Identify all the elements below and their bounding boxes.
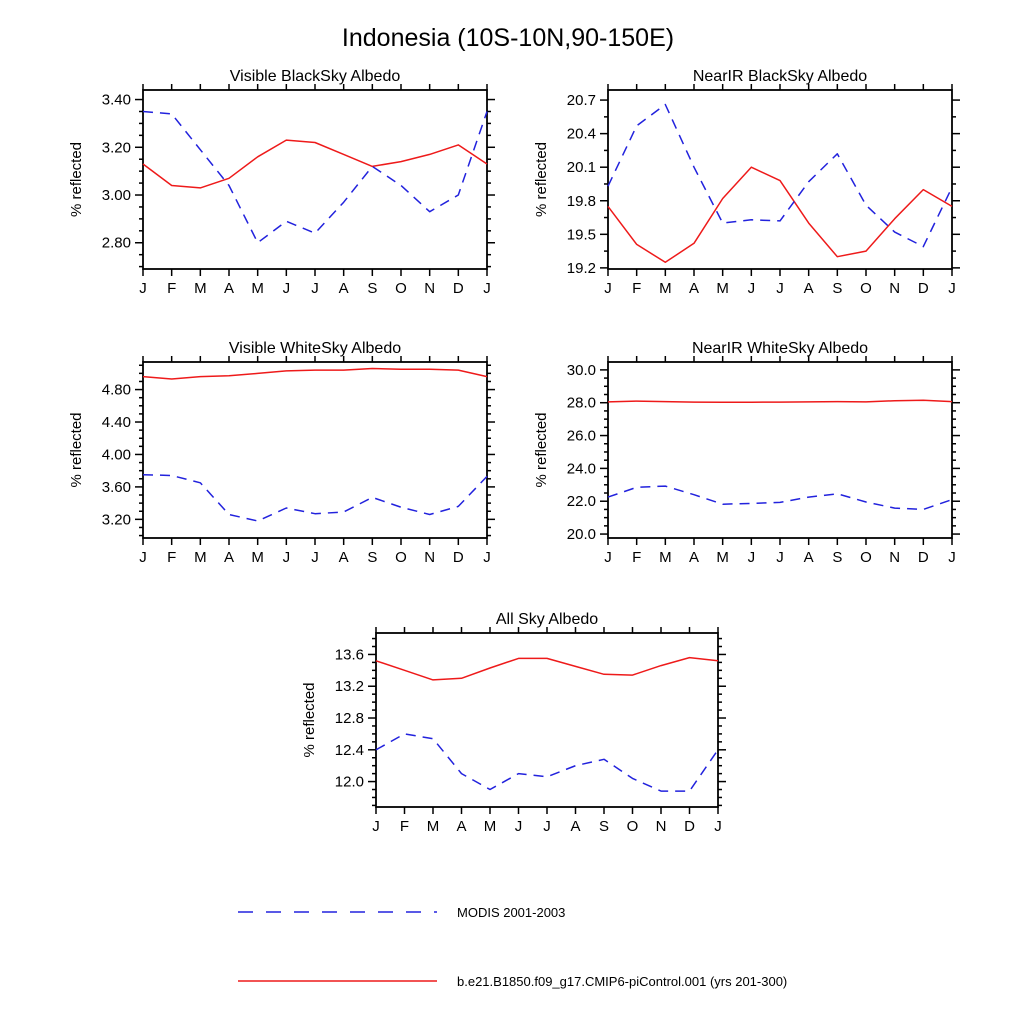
month-label: J — [311, 280, 319, 297]
y-tick-label: 12.4 — [334, 741, 364, 759]
legend — [238, 905, 787, 989]
y-tick-label: 3.00 — [101, 187, 131, 205]
month-label: J — [282, 549, 291, 566]
chart-title: Visible WhiteSky Albedo — [228, 340, 402, 357]
modis-series-line — [143, 475, 487, 521]
model-series-line — [143, 369, 487, 380]
month-label: J — [948, 549, 956, 566]
y-tick-label: 12.8 — [334, 710, 364, 728]
month-label: M — [251, 549, 264, 566]
month-label: S — [598, 818, 610, 835]
month-label: M — [426, 818, 440, 835]
month-label: D — [684, 818, 695, 835]
y-tick-label: 13.2 — [334, 678, 364, 696]
y-tick-label: 24.0 — [566, 460, 596, 478]
y-tick-label: 20.0 — [566, 526, 596, 544]
month-label: S — [832, 549, 843, 566]
month-label: J — [948, 280, 956, 297]
month-label: J — [139, 549, 147, 566]
model-legend-label: b.e21.B1850.f09_g17.CMIP6-piControl.001 (yrs 201-300) — [457, 974, 788, 989]
y-tick-label: 26.0 — [566, 427, 596, 445]
month-label: S — [367, 280, 378, 297]
month-label: M — [716, 280, 729, 297]
month-label: J — [139, 280, 147, 297]
month-label: M — [659, 280, 672, 297]
month-label: F — [632, 549, 642, 566]
y-tick-label: 19.2 — [566, 259, 596, 277]
month-label: J — [747, 549, 756, 566]
month-label: M — [483, 818, 497, 835]
y-tick-label: 3.40 — [101, 91, 131, 109]
chart-title: NearIR WhiteSky Albedo — [691, 340, 869, 357]
y-tick-label: 20.7 — [566, 92, 596, 110]
y-tick-label: 28.0 — [566, 394, 596, 412]
month-label: S — [367, 549, 378, 566]
model-series-line — [608, 400, 952, 402]
plot-frame — [608, 90, 952, 269]
chart-title: NearIR BlackSky Albedo — [692, 68, 868, 85]
y-tick-label: 4.40 — [101, 414, 131, 432]
month-label: O — [395, 280, 407, 297]
y-tick-label: 4.00 — [101, 446, 131, 464]
month-label: A — [688, 549, 700, 566]
chart-nearir-blacksky-albedo — [533, 68, 960, 297]
month-label: M — [194, 280, 207, 297]
month-label: M — [251, 280, 264, 297]
month-label: A — [223, 549, 235, 566]
chart-visible-whitesky-albedo — [68, 340, 495, 566]
chart-visible-blacksky-albedo — [68, 68, 495, 297]
month-label: N — [889, 280, 901, 297]
month-label: J — [483, 549, 491, 566]
y-tick-label: 4.80 — [101, 381, 131, 399]
month-label: D — [917, 549, 929, 566]
y-tick-label: 22.0 — [566, 493, 596, 511]
month-label: J — [483, 280, 491, 297]
month-label: D — [452, 280, 464, 297]
y-tick-label: 12.0 — [334, 773, 364, 791]
month-label: F — [399, 818, 410, 835]
modis-series-line — [376, 734, 718, 791]
y-tick-label: 3.20 — [101, 139, 131, 157]
y-axis-label: % reflected — [533, 412, 550, 488]
month-label: J — [714, 818, 722, 835]
plot-frame — [143, 362, 487, 538]
y-axis-label: % reflected — [533, 141, 550, 218]
figure-title: Indonesia (10S-10N,90-150E) — [341, 24, 675, 52]
chart-title: All Sky Albedo — [495, 611, 599, 628]
month-label: A — [223, 280, 235, 297]
month-label: J — [747, 280, 756, 297]
month-label: A — [570, 818, 581, 835]
month-label: A — [803, 549, 814, 566]
month-label: J — [776, 280, 784, 297]
month-label: J — [776, 549, 784, 566]
month-label: O — [626, 818, 639, 835]
month-label: M — [659, 549, 672, 566]
y-tick-label: 13.6 — [334, 646, 364, 664]
month-label: J — [514, 818, 523, 835]
plot-frame — [143, 90, 487, 269]
month-label: D — [452, 549, 464, 566]
y-axis-label: % reflected — [68, 412, 85, 488]
month-label: O — [395, 549, 407, 566]
month-label: A — [456, 818, 467, 835]
y-tick-label: 20.1 — [566, 159, 596, 177]
y-tick-label: 19.8 — [566, 192, 596, 210]
modis-series-line — [608, 486, 952, 509]
month-label: N — [424, 280, 436, 297]
month-label: O — [860, 549, 872, 566]
month-label: A — [803, 280, 814, 297]
month-label: N — [889, 549, 901, 566]
chart-title: Visible BlackSky Albedo — [229, 68, 401, 85]
month-label: S — [832, 280, 843, 297]
month-label: J — [543, 818, 551, 835]
month-label: N — [424, 549, 436, 566]
model-series-line — [376, 658, 718, 680]
y-tick-label: 3.60 — [101, 478, 131, 496]
month-label: J — [311, 549, 319, 566]
plot-frame — [608, 362, 952, 538]
month-label: F — [632, 280, 642, 297]
month-label: N — [655, 818, 667, 835]
charts-group — [68, 68, 960, 835]
month-label: D — [917, 280, 929, 297]
month-label: A — [338, 280, 349, 297]
model-series-line — [608, 167, 952, 262]
y-tick-label: 30.0 — [566, 361, 596, 379]
model-series-line — [143, 140, 487, 188]
y-tick-label: 20.4 — [566, 125, 596, 143]
month-label: J — [604, 280, 612, 297]
y-tick-label: 2.80 — [101, 234, 131, 252]
modis-series-line — [143, 112, 487, 243]
chart-nearir-whitesky-albedo — [533, 340, 960, 566]
month-label: J — [372, 818, 380, 835]
month-label: M — [716, 549, 729, 566]
month-label: F — [167, 280, 177, 297]
y-axis-label: % reflected — [68, 141, 85, 218]
month-label: F — [167, 549, 177, 566]
month-label: O — [860, 280, 872, 297]
modis-series-line — [608, 105, 952, 247]
modis-legend-label: MODIS 2001-2003 — [457, 905, 566, 920]
y-tick-label: 19.5 — [566, 226, 596, 244]
month-label: M — [194, 549, 207, 566]
month-label: J — [604, 549, 612, 566]
y-axis-label: % reflected — [301, 682, 318, 758]
chart-all-sky-albedo — [301, 611, 726, 835]
month-label: A — [688, 280, 700, 297]
y-tick-label: 3.20 — [101, 511, 131, 529]
month-label: J — [282, 280, 291, 297]
month-label: A — [338, 549, 349, 566]
